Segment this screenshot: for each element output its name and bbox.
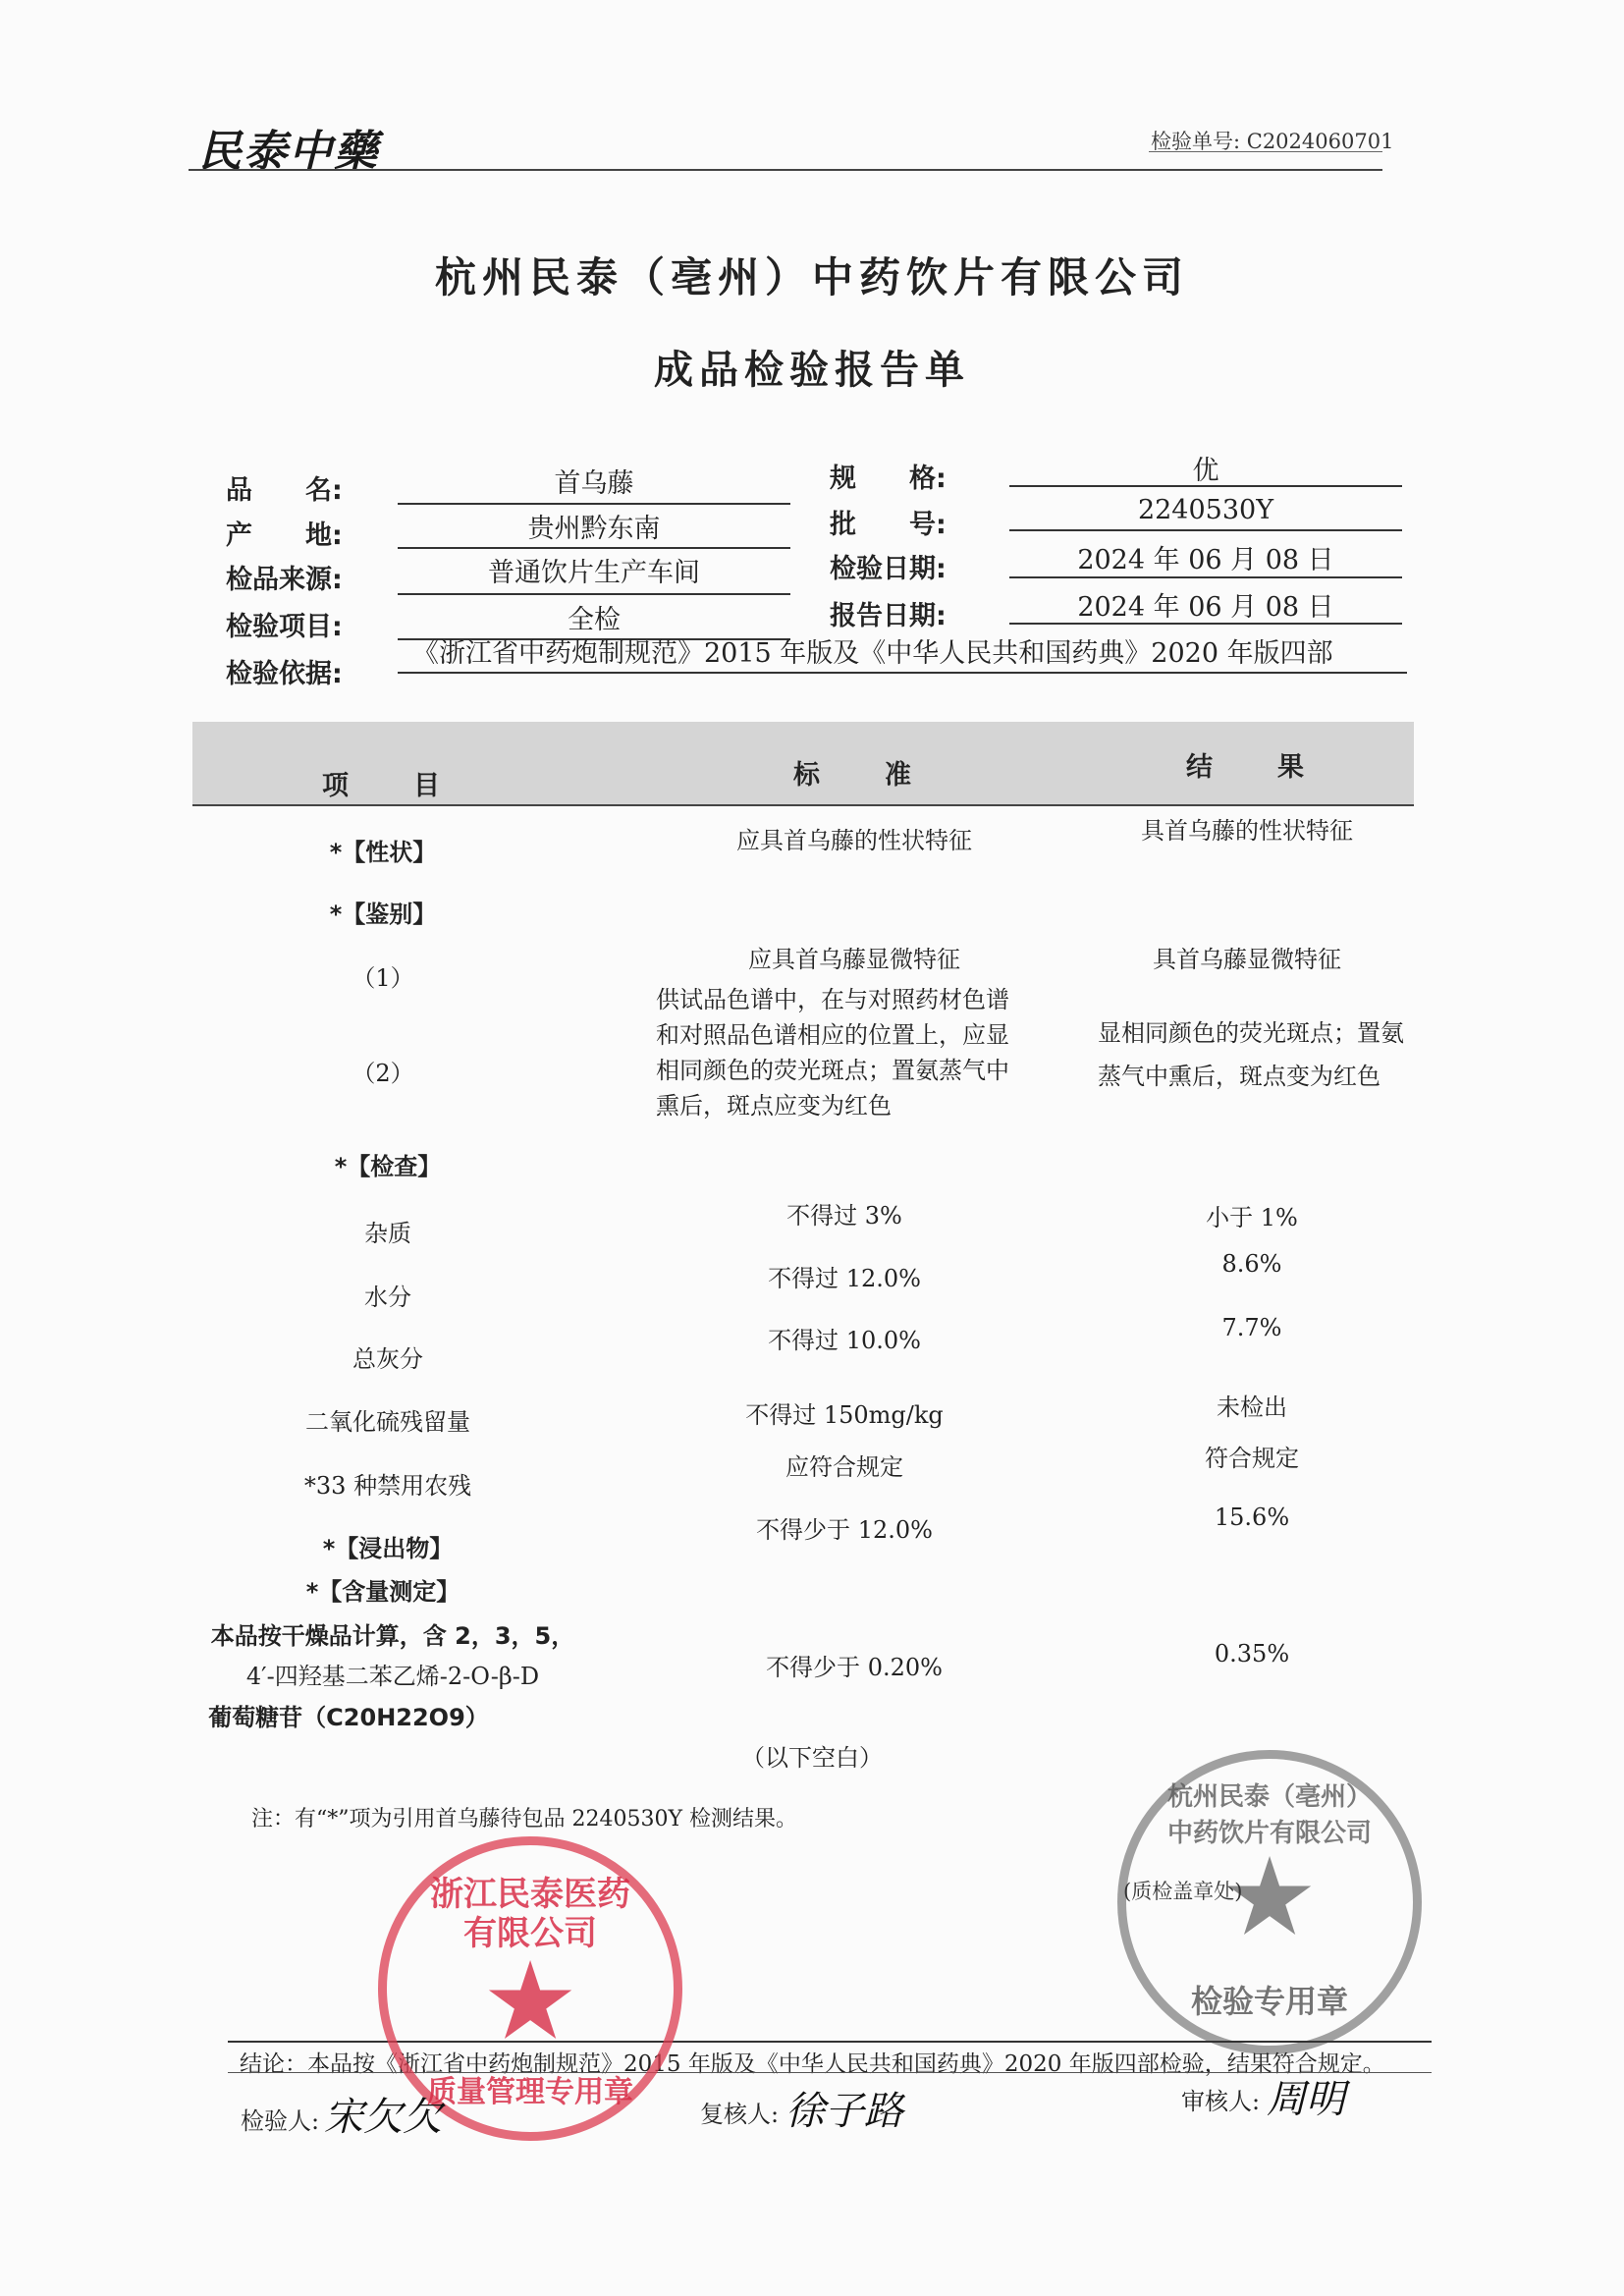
origin-underline [398,547,790,549]
row-extract-item: *【浸出物】 [322,1535,454,1562]
row-assay-desc-line2: 4′-四羟基二苯乙烯-2-O-β-D [245,1663,540,1690]
row-ash-item: 总灰分 [352,1345,423,1373]
row-so2-result: 未检出 [1217,1394,1287,1421]
blank-below-marker: （以下空白） [741,1744,883,1772]
row-pesticide-result: 符合规定 [1205,1445,1299,1472]
star-icon: ★ [481,1938,579,2064]
source-underline [398,593,790,595]
row-ash-standard: 不得过 10.0% [768,1327,921,1354]
inspection-stamp-company: 杭州民泰（亳州）中药饮片有限公司 [1166,1782,1372,1848]
inspector-label: 检验人: [241,2107,320,2135]
basis-label: 检验依据: [226,659,343,689]
row-ident1-item: （1） [352,964,414,992]
row-impurity-result: 小于 1% [1206,1204,1298,1231]
row-character-item: *【性状】 [329,839,437,866]
basis-underline [398,672,1407,674]
test-date-label: 检验日期: [830,554,947,584]
test-date-underline [1009,576,1402,578]
stamp-placement-hint: (质检盖章处) [1123,1880,1243,1903]
row-water-item: 水分 [364,1284,411,1311]
product-name-underline [398,503,790,505]
footnote: 注：有“*”项为引用首乌藤待包品 2240530Y 检测结果。 [251,1807,797,1831]
row-pesticide-item: *33 种禁用农残 [303,1472,472,1500]
origin-value: 贵州黔东南 [527,514,661,544]
row-character-standard: 应具首乌藤的性状特征 [736,827,972,854]
row-ident1-standard: 应具首乌藤显微特征 [748,946,960,973]
row-assay-desc-line1: 本品按干燥品计算，含 2，3，5， [210,1622,575,1650]
source-label: 检品来源: [226,565,343,595]
report-date-underline [1009,623,1402,625]
column-header-item: 项 目 [322,771,444,801]
items-label: 检验项目: [226,612,343,642]
row-ident1-result: 具首乌藤显微特征 [1153,946,1341,973]
reviewer-signature: 徐子路 [785,2089,903,2134]
basis-value: 《浙江省中药炮制规范》2015 年版及《中华人民共和国药典》2020 年版四部 [412,638,1333,669]
inspection-number-underline [1149,151,1382,152]
row-water-result: 8.6% [1221,1250,1282,1278]
report-title: 成品检验报告单 [654,348,970,393]
items-value: 全检 [568,605,621,635]
test-date-value: 2024 年 06 月 08 日 [1077,545,1334,575]
source-value: 普通饮片生产车间 [488,558,700,588]
row-so2-item: 二氧化硫残留量 [305,1408,470,1436]
approver-label: 审核人: [1181,2088,1261,2115]
company-name: 杭州民泰（亳州）中药饮片有限公司 [434,253,1189,301]
spec-label: 规 格: [830,464,947,494]
batch-value: 2240530Y [1137,495,1274,525]
spec-underline [1009,485,1402,487]
row-water-standard: 不得过 12.0% [768,1265,921,1292]
row-impurity-item: 杂质 [364,1220,411,1247]
quality-stamp-company: 浙江民泰医药有限公司 [430,1875,630,1953]
reviewer-label: 复核人: [700,2101,780,2128]
row-impurity-standard: 不得过 3% [786,1202,902,1230]
row-assay-desc-line3: 葡萄糖苷（C20H22O9） [208,1704,489,1731]
company-logo: 民泰中藥 [198,127,379,177]
star-icon: ★ [1220,1833,1319,1960]
row-pesticide-standard: 应符合规定 [785,1453,903,1481]
row-assay-result: 0.35% [1214,1640,1290,1667]
column-header-standard: 标 准 [793,760,915,791]
row-ident2-item: （2） [352,1060,414,1087]
product-name-value: 首乌藤 [554,468,634,499]
row-extract-standard: 不得少于 12.0% [756,1516,933,1544]
inspector-signature: 宋欠欠 [324,2095,442,2140]
header-divider [189,169,1382,171]
row-ident2-result: 显相同颜色的荧光斑点；置氨蒸气中熏后，斑点变为红色 [1098,1019,1404,1090]
row-extract-result: 15.6% [1214,1503,1290,1531]
spec-value: 优 [1192,456,1219,486]
row-check-item: *【检查】 [334,1153,442,1180]
report-date-label: 报告日期: [830,601,947,631]
column-header-result: 结 果 [1186,752,1308,783]
row-assay-standard: 不得少于 0.20% [766,1654,943,1681]
row-identification-item: *【鉴别】 [329,901,437,928]
batch-underline [1009,529,1402,531]
quality-stamp-purpose: 质量管理专用章 [427,2075,633,2109]
inspection-stamp-purpose: 检验专用章 [1190,1983,1348,2020]
row-ident2-standard: 供试品色谱中，在与对照药材色谱和对照品色谱相应的位置上，应显相同颜色的荧光斑点；置氨蒸气中熏后，斑点应变为红色 [656,986,1009,1120]
product-name-label: 品 名: [226,475,343,506]
approver-signature: 周明 [1267,2077,1345,2122]
inspection-number: 检验单号: C2024060701 [1151,130,1394,153]
row-character-result: 具首乌藤的性状特征 [1141,817,1353,845]
row-so2-standard: 不得过 150mg/kg [745,1401,944,1429]
row-ash-result: 7.7% [1221,1314,1282,1341]
report-date-value: 2024 年 06 月 08 日 [1077,592,1334,623]
row-assay-item: *【含量测定】 [305,1578,460,1606]
origin-label: 产 地: [226,520,343,551]
conclusion: 结论：本品按《浙江省中药炮制规范》2015 年版及《中华人民共和国药典》2020 年版四部检验，结果符合规定。 [240,2051,1385,2077]
batch-label: 批 号: [830,510,947,540]
